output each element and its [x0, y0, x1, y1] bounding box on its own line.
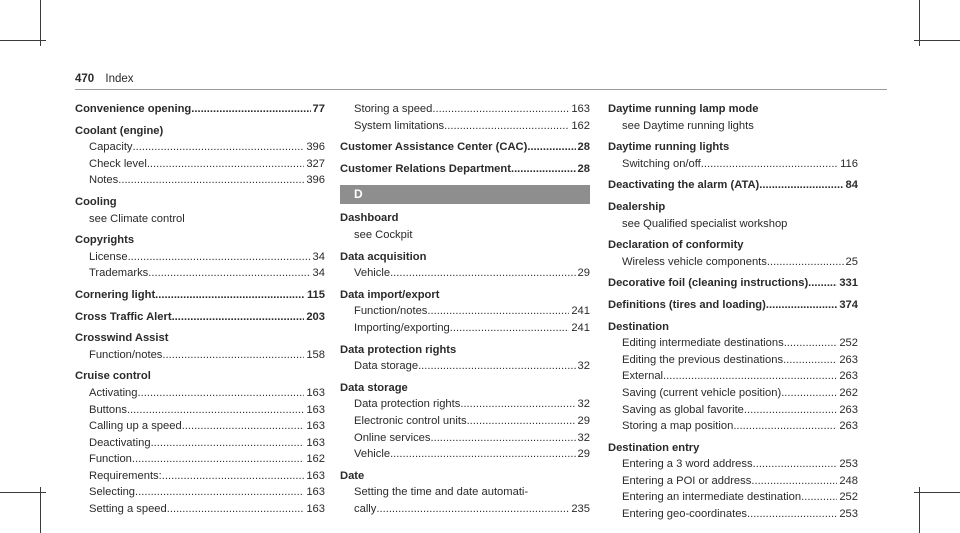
entry-label: Setting the time and date automati-	[354, 486, 529, 499]
entry-heading: Dashboard	[340, 212, 399, 225]
index-entry	[75, 287, 325, 304]
index-row: Switching on/off ..... 116	[622, 156, 858, 173]
index-entry	[608, 177, 858, 194]
index-entry	[608, 237, 858, 270]
crop-mark	[914, 492, 960, 493]
index-row: Editing the previous destinations ..... 263	[622, 352, 858, 369]
index-row: Selecting ..... 163	[89, 484, 325, 501]
index-entry	[75, 123, 325, 189]
entry-heading: Destination	[608, 320, 669, 333]
index-row: Entering an intermediate destination ..... 252	[622, 489, 858, 506]
index-entry	[340, 468, 590, 518]
index-row: Importing/exporting ..... 241	[354, 320, 590, 337]
index-row: Saving as global favorite ..... 263	[622, 402, 858, 419]
crop-mark	[40, 487, 41, 533]
index-row: Notes ..... 396	[89, 172, 325, 189]
entry-heading: Crosswind Assist	[75, 332, 169, 345]
see-reference: see Climate control	[89, 212, 185, 225]
index-entry	[75, 101, 325, 118]
entry-heading: Cooling	[75, 195, 117, 208]
index-row: Function ..... 162	[89, 451, 325, 468]
index-entry	[340, 139, 590, 156]
see-reference: see Qualified specialist workshop	[622, 217, 788, 230]
index-row: Editing intermediate destinations ..... 252	[622, 335, 858, 352]
index-entry	[340, 342, 590, 375]
index-row: Entering a POI or address ..... 248	[622, 473, 858, 490]
index-row: Capacity ..... 396	[89, 139, 325, 156]
index-entry	[608, 297, 858, 314]
index-row: Definitions (tires and loading) ..... 374	[608, 297, 858, 314]
entry-heading: Daytime running lights	[608, 141, 730, 154]
page-header	[75, 73, 134, 85]
index-entry	[608, 101, 858, 134]
page-ref: 77	[312, 103, 325, 115]
index-row: Wireless vehicle components ..... 25	[622, 254, 858, 271]
index-row: Online services ..... 32	[354, 430, 590, 447]
crop-mark	[0, 40, 46, 41]
index-entry	[608, 440, 858, 523]
entry-heading: Destination entry	[608, 441, 700, 454]
entry-heading: Dealership	[608, 200, 666, 213]
index-row: Deactivating the alarm (ATA) ..... 84	[608, 177, 858, 194]
index-row: Electronic control units ..... 29	[354, 413, 590, 430]
crop-mark	[919, 487, 920, 533]
index-row: Cornering light ..... 115	[75, 287, 325, 304]
index-row: Entering geo-coordinates ..... 253	[622, 506, 858, 523]
see-reference: see Daytime running lights	[622, 119, 754, 132]
index-row: Buttons ..... 163	[89, 402, 325, 419]
entry-heading: Date	[340, 469, 365, 482]
crop-mark	[0, 492, 46, 493]
index-entry	[608, 199, 858, 232]
index-entry	[75, 232, 325, 282]
index-row: Data storage ..... 32	[354, 358, 590, 375]
index-row: Decorative foil (cleaning instructions) ..... 331	[608, 275, 858, 292]
entry-heading: Data protection rights	[340, 343, 457, 356]
section-letter-d: D	[340, 185, 590, 204]
index-entry	[75, 309, 325, 326]
index-entry	[340, 287, 590, 337]
index-row: Customer Assistance Center (CAC) ..... 28	[340, 139, 590, 156]
index-entry	[340, 380, 590, 463]
page-title: Index	[105, 73, 134, 85]
index-row: License ..... 34	[89, 249, 325, 266]
index-entry	[608, 319, 858, 435]
index-column-2	[340, 101, 590, 517]
index-entry	[608, 275, 858, 292]
index-row: Function/notes ..... 158	[89, 347, 325, 364]
index-entry	[340, 249, 590, 282]
index-row: Vehicle ..... 29	[354, 446, 590, 463]
index-row: Setting a speed ..... 163	[89, 501, 325, 518]
index-row: Customer Relations Department ..... 28	[340, 161, 590, 178]
index-row: Entering a 3 word address ..... 253	[622, 456, 858, 473]
index-entry	[75, 330, 325, 363]
index-entry	[340, 161, 590, 178]
entry-heading: Data storage	[340, 381, 408, 394]
index-row: Cross Traffic Alert ..... 203	[75, 309, 325, 326]
index-row	[75, 101, 325, 118]
index-entry	[75, 194, 325, 227]
entry-heading: Coolant (engine)	[75, 124, 164, 137]
entry-label: Convenience opening	[75, 103, 192, 115]
index-row: Calling up a speed ..... 163	[89, 418, 325, 435]
entry-heading: Copyrights	[75, 234, 135, 247]
index-row: Saving (current vehicle position) ..... 262	[622, 385, 858, 402]
header-rule	[75, 89, 887, 90]
page-number: 470	[75, 73, 95, 85]
entry-heading: Daytime running lamp mode	[608, 103, 759, 115]
index-entry-continued	[340, 101, 590, 134]
index-entry	[608, 139, 858, 172]
index-row: Activating ..... 163	[89, 385, 325, 402]
entry-heading: Cruise control	[75, 370, 151, 383]
index-row: Vehicle ..... 29	[354, 265, 590, 282]
index-row: Storing a speed ..... 163	[354, 101, 590, 118]
index-row: Check level ..... 327	[89, 156, 325, 173]
index-entry	[75, 368, 325, 517]
entry-heading: Data acquisition	[340, 250, 427, 263]
index-row: Data protection rights ..... 32	[354, 396, 590, 413]
index-row: Storing a map position ..... 263	[622, 418, 858, 435]
see-reference: see Cockpit	[354, 228, 413, 241]
index-row: cally ..... 235	[354, 501, 590, 518]
index-row: Trademarks ..... 34	[89, 265, 325, 282]
index-row: Function/notes ..... 241	[354, 303, 590, 320]
crop-mark	[914, 40, 960, 41]
entry-heading: Declaration of conformity	[608, 239, 744, 252]
index-row: External ..... 263	[622, 368, 858, 385]
index-row: System limitations ..... 162	[354, 118, 590, 135]
index-column-3	[608, 101, 858, 523]
index-column-1	[75, 101, 325, 518]
entry-heading: Data import/export	[340, 288, 440, 301]
index-row: Deactivating ..... 163	[89, 435, 325, 452]
index-entry	[340, 210, 590, 243]
index-row: Requirements: ..... 163	[89, 468, 325, 485]
